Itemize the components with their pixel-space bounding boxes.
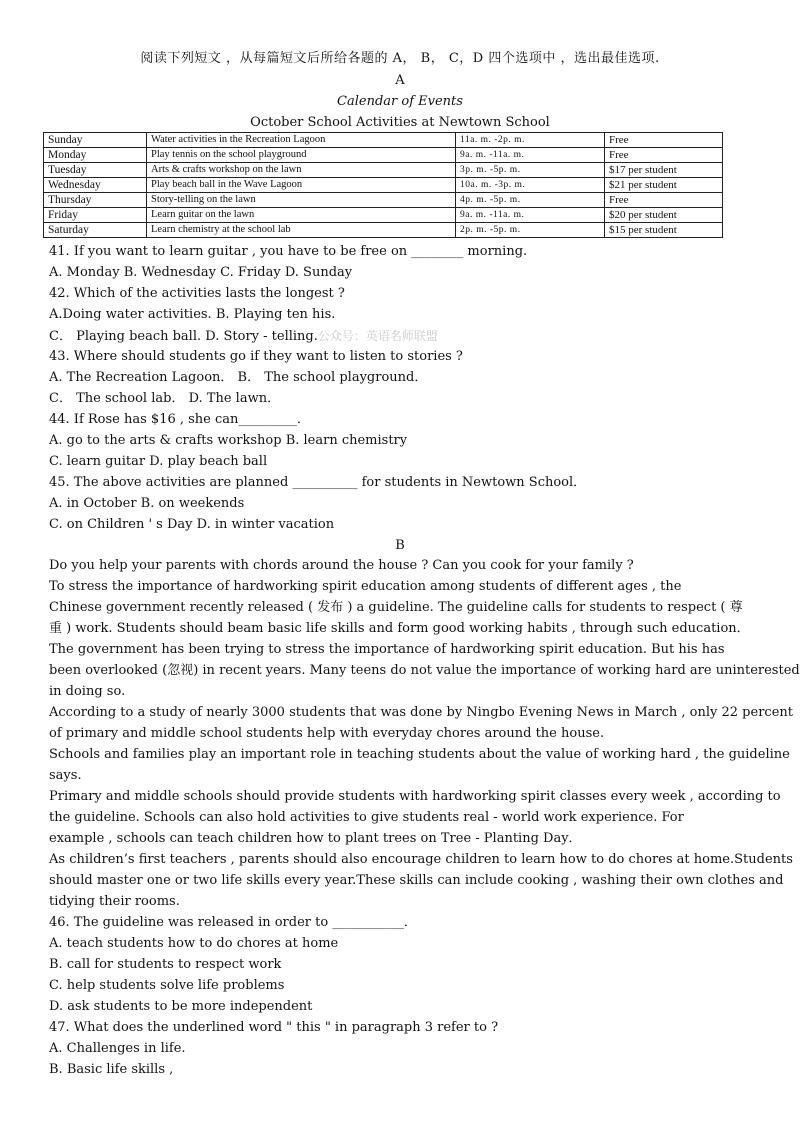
table-row xyxy=(44,178,723,193)
calendar-subtitle: October School Activities at Newtown School xyxy=(250,115,550,130)
q41-options: A. Monday B. Wednesday C. Friday D. Sunday xyxy=(49,265,353,280)
table-cell-time: 10a. m. -3p. m. xyxy=(456,178,605,193)
table-row xyxy=(44,163,723,178)
table-row xyxy=(44,193,723,208)
table-row xyxy=(44,148,723,163)
table-cell-day: Saturday xyxy=(44,223,147,238)
table-cell-time: 2p. m. -5p. m. xyxy=(456,223,605,238)
passage-line: The government has been trying to stress the importance of hardworking spirit education. But his has xyxy=(49,642,725,657)
q43-options-ab: A. The Recreation Lagoon． B． The school playground． xyxy=(49,370,428,385)
table-cell-activity: Arts & crafts workshop on the lawn xyxy=(147,163,456,178)
passage-line: in doing so. xyxy=(49,684,126,699)
passage-line: 重 ) work. Students should beam basic life skills and form good working habits , through such education． xyxy=(49,621,750,636)
q43-options-cd: C． The school lab． D. The lawn． xyxy=(49,391,281,406)
q43-stem: 43. Where should students go if they want to listen to stories ? xyxy=(49,349,463,364)
q44-stem: 44. If Rose has $16 , she can_________． xyxy=(49,412,310,427)
table-cell-activity: Play beach ball in the Wave Lagoon xyxy=(147,178,456,193)
calendar-title: Calendar of Events xyxy=(337,94,463,109)
q42-stem: 42. Which of the activities lasts the longest ? xyxy=(49,286,345,301)
table-cell-day: Sunday xyxy=(44,133,147,148)
table-cell-activity: Learn guitar on the lawn xyxy=(147,208,456,223)
table-cell-activity: Story-telling on the lawn xyxy=(147,193,456,208)
passage-line: says. xyxy=(49,768,82,783)
table-cell-time: 9a. m. -11a. m. xyxy=(456,208,605,223)
table-cell-time: 4p. m. -5p. m. xyxy=(456,193,605,208)
passage-line: According to a study of nearly 3000 students that was done by Ningbo Evening News in March , only 22 percent xyxy=(49,705,793,720)
table-cell-fee: $21 per student xyxy=(605,178,723,193)
q46-option-a: A. teach students how to do chores at home xyxy=(49,936,339,951)
q47-option-a: A. Challenges in life. xyxy=(49,1041,186,1056)
watermark-text: 公众号：英语名师联盟 xyxy=(317,329,438,343)
table-cell-fee: Free xyxy=(605,133,723,148)
passage-line: Chinese government recently released ( 发布 ) a guideline. The guideline calls for students to respect ( 尊 xyxy=(49,600,743,615)
table-cell-day: Monday xyxy=(44,148,147,163)
q42-options-ab: A.Doing water activities. B. Playing ten his. xyxy=(49,307,336,322)
table-cell-time: 9a. m. -11a. m. xyxy=(456,148,605,163)
q44-options-cd: C. learn guitar D. play beach ball xyxy=(49,454,268,469)
passage-line: should master one or two life skills every year.These skills can include cooking , washing their own clothes and xyxy=(49,873,784,888)
passage-line: the guideline. Schools can also hold activities to give students real - world work experience. For xyxy=(49,810,684,825)
q42-options-cd: C． Playing beach ball. D. Story - telling. xyxy=(49,329,318,344)
q44-options-ab: A. go to the arts & crafts workshop B. learn chemistry xyxy=(49,433,408,448)
table-cell-time: 3p. m. -5p. m. xyxy=(456,163,605,178)
q45-options-ab: A. in October B. on weekends xyxy=(49,496,245,511)
table-cell-activity: Water activities in the Recreation Lagoon xyxy=(147,133,456,148)
passage-line: Primary and middle schools should provide students with hardworking spirit classes every week , according to xyxy=(49,789,781,804)
table-cell-day: Friday xyxy=(44,208,147,223)
passage-line: To stress the importance of hardworking spirit education among students of different ages , the xyxy=(49,579,682,594)
table-cell-activity: Learn chemistry at the school lab xyxy=(147,223,456,238)
table-cell-day: Thursday xyxy=(44,193,147,208)
table-row xyxy=(44,223,723,238)
table-cell-fee: Free xyxy=(605,148,723,163)
table-row xyxy=(44,133,723,148)
passage-line: of primary and middle school students help with everyday chores around the house. xyxy=(49,726,605,741)
q47-stem: 47. What does the underlined word " this " in paragraph 3 refer to ? xyxy=(49,1020,499,1035)
q46-option-b: B. call for students to respect work xyxy=(49,957,282,972)
activities-table xyxy=(43,132,723,238)
q42-options-cd-line xyxy=(49,328,438,345)
table-cell-day: Tuesday xyxy=(44,163,147,178)
table-row xyxy=(44,208,723,223)
passage-line: Schools and families play an important role in teaching students about the value of working hard , the guideline xyxy=(49,747,790,762)
instruction-text: 阅读下列短文 ，从每篇短文后所给各题的 A， B， C，D 四个选项中 ，选出最佳选项. xyxy=(140,51,660,66)
q47-option-b: B. Basic life skills , xyxy=(49,1062,174,1077)
q46-option-d: D. ask students to be more independent xyxy=(49,999,313,1014)
table-cell-time: 11a. m. -2p. m. xyxy=(456,133,605,148)
passage-line: Do you help your parents with chords around the house ? Can you cook for your family ? xyxy=(49,558,634,573)
passage-line: tidying their rooms. xyxy=(49,894,180,909)
passage-line: example , schools can teach children how to plant trees on Tree - Planting Day． xyxy=(49,831,582,846)
table-cell-fee: $20 per student xyxy=(605,208,723,223)
table-cell-fee: Free xyxy=(605,193,723,208)
passage-line: As children’s first teachers , parents should also encourage children to learn how to do chores at home.Students xyxy=(49,852,793,867)
table-cell-activity: Play tennis on the school playground xyxy=(147,148,456,163)
section-b-label: B xyxy=(395,538,405,553)
q45-options-cd: C. on Children ' s Day D. in winter vacation xyxy=(49,517,335,532)
q46-stem: 46. The guideline was released in order to ___________． xyxy=(49,915,417,930)
passage-line: been overlooked (忽视) in recent years. Many teens do not value the importance of working hard are uninterested xyxy=(49,663,800,678)
section-a-label: A xyxy=(395,73,405,88)
q45-stem: 45. The above activities are planned __________ for students in Newtown School． xyxy=(49,475,587,490)
q41-stem: 41. If you want to learn guitar , you have to be free on ________ morning. xyxy=(49,244,528,259)
table-cell-fee: $15 per student xyxy=(605,223,723,238)
table-cell-fee: $17 per student xyxy=(605,163,723,178)
q46-option-c: C. help students solve life problems xyxy=(49,978,285,993)
table-cell-day: Wednesday xyxy=(44,178,147,193)
